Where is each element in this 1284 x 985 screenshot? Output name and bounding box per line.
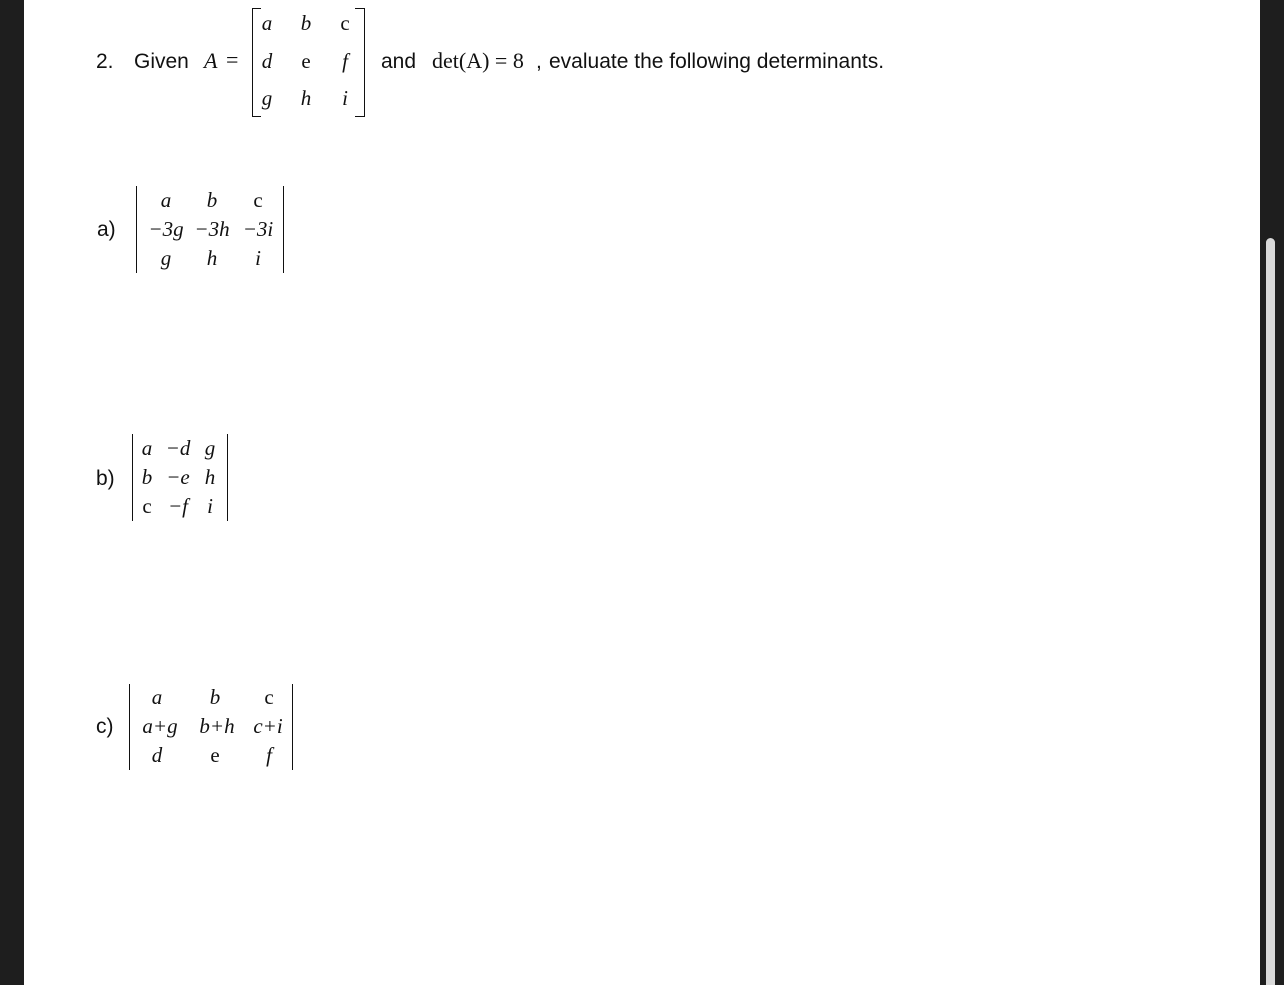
determinant-cell: a xyxy=(160,188,172,212)
left-bracket xyxy=(252,8,253,117)
determinant-cell: b xyxy=(206,188,218,212)
determinant-cell: b xyxy=(141,465,153,489)
determinant-cell: −3i xyxy=(242,217,274,241)
matrix-cell: h xyxy=(300,86,312,110)
matrix-cell: e xyxy=(301,49,311,73)
matrix-cell: i xyxy=(342,86,348,110)
matrix-cell: f xyxy=(342,49,348,73)
determinant-cell: b+h xyxy=(199,714,235,738)
determinant-cell: f xyxy=(266,743,272,767)
right-bracket xyxy=(364,8,365,117)
determinant-cell: a xyxy=(151,685,163,709)
matrix-cell: b xyxy=(300,11,312,35)
determinant-cell: i xyxy=(255,246,261,270)
determinant-cell: e xyxy=(210,743,220,767)
determinant-cell: d xyxy=(151,743,163,767)
determinant-right-bar xyxy=(292,684,293,770)
determinant-right-bar xyxy=(227,434,228,521)
determinant-left-bar xyxy=(129,684,130,770)
determinant-cell: h xyxy=(206,246,218,270)
determinant-cell: c xyxy=(142,494,152,518)
matrix-cell: d xyxy=(261,49,273,73)
matrix-cell: a xyxy=(261,11,273,35)
problem-number: 2. xyxy=(96,50,114,73)
part-label: c) xyxy=(96,715,114,738)
determinant-cell: c+i xyxy=(253,714,283,738)
matrix-cell: g xyxy=(261,86,273,110)
determinant-cell: a+g xyxy=(142,714,178,738)
determinant-cell: g xyxy=(204,436,216,460)
determinant-cell: −e xyxy=(166,465,190,489)
determinant-cell: c xyxy=(253,188,263,212)
matrix-name: A xyxy=(204,48,218,73)
determinant-cell: h xyxy=(204,465,216,489)
instruction-text: evaluate the following determinants. xyxy=(549,50,885,73)
matrix-cell: c xyxy=(340,11,350,35)
determinant-cell: a xyxy=(141,436,153,460)
determinant-left-bar xyxy=(136,186,137,273)
determinant-right-bar xyxy=(283,186,284,273)
determinant-cell: c xyxy=(264,685,274,709)
part-label: a) xyxy=(97,218,116,241)
determinant-left-bar xyxy=(132,434,133,521)
determinant-cell: −3g xyxy=(148,217,184,241)
determinant-cell: −f xyxy=(167,494,189,518)
scrollbar-thumb[interactable] xyxy=(1266,238,1275,985)
part-label: b) xyxy=(96,467,115,490)
comma: , xyxy=(536,50,542,73)
given-text: Given xyxy=(134,50,189,73)
document-page xyxy=(24,0,1260,985)
and-text: and xyxy=(381,50,417,73)
determinant-cell: −3h xyxy=(194,217,230,241)
det-expression: det(A) = 8 xyxy=(432,48,524,73)
determinant-cell: i xyxy=(207,494,213,518)
determinant-cell: g xyxy=(160,246,172,270)
determinant-cell: −d xyxy=(165,436,191,460)
equals-sign: = xyxy=(226,47,239,72)
determinant-cell: b xyxy=(209,685,221,709)
